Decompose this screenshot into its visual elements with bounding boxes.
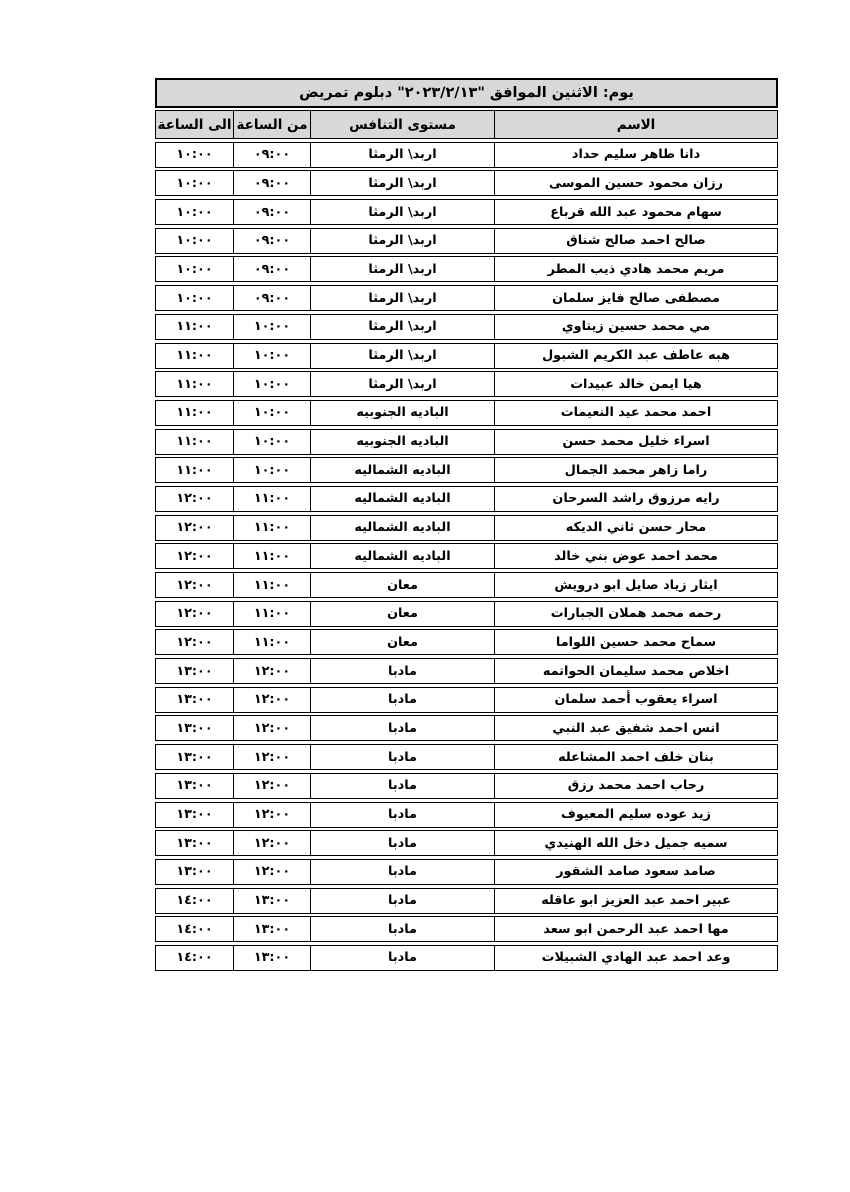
table-row xyxy=(155,314,778,340)
name-cell: ايثار زياد صايل ابو درويش xyxy=(494,572,778,598)
competition-level-cell: معان xyxy=(310,629,494,655)
to-hour-cell: ١٣:٠٠ xyxy=(155,802,233,828)
competition-level-cell: اربد\ الرمثا xyxy=(310,256,494,282)
from-hour-cell: ٠٩:٠٠ xyxy=(233,199,310,225)
from-hour-cell: ١٠:٠٠ xyxy=(233,314,310,340)
to-hour-cell: ١٣:٠٠ xyxy=(155,687,233,713)
name-cell: هيا ايمن خالد عبيدات xyxy=(494,371,778,397)
competition-level-cell: اربد\ الرمثا xyxy=(310,343,494,369)
table-row xyxy=(155,888,778,914)
from-hour-cell: ١٠:٠٠ xyxy=(233,343,310,369)
table-row xyxy=(155,687,778,713)
from-hour-cell: ١٠:٠٠ xyxy=(233,400,310,426)
from-hour-cell: ٠٩:٠٠ xyxy=(233,142,310,168)
competition-level-cell: الباديه الشماليه xyxy=(310,457,494,483)
competition-level-cell: الباديه الشماليه xyxy=(310,543,494,569)
table-row xyxy=(155,429,778,455)
table-row xyxy=(155,859,778,885)
from-hour-cell: ١٣:٠٠ xyxy=(233,916,310,942)
competition-level-cell: اربد\ الرمثا xyxy=(310,228,494,254)
from-hour-cell: ١٢:٠٠ xyxy=(233,830,310,856)
column-header-name: الاسم xyxy=(494,110,778,139)
to-hour-cell: ١٤:٠٠ xyxy=(155,945,233,971)
from-hour-cell: ٠٩:٠٠ xyxy=(233,170,310,196)
name-cell: بنان خلف احمد المشاعله xyxy=(494,744,778,770)
table-row xyxy=(155,629,778,655)
from-hour-cell: ١٣:٠٠ xyxy=(233,888,310,914)
name-cell: مصطفى صالح فايز سلمان xyxy=(494,285,778,311)
name-cell: رحمه محمد هملان الجبارات xyxy=(494,601,778,627)
name-cell: راما زاهر محمد الجمال xyxy=(494,457,778,483)
name-cell: وعد احمد عبد الهادي الشبيلات xyxy=(494,945,778,971)
name-cell: سميه جميل دخل الله الهنيدي xyxy=(494,830,778,856)
to-hour-cell: ١٣:٠٠ xyxy=(155,859,233,885)
table-row xyxy=(155,543,778,569)
competition-level-cell: الباديه الشماليه xyxy=(310,486,494,512)
from-hour-cell: ٠٩:٠٠ xyxy=(233,228,310,254)
from-hour-cell: ١٢:٠٠ xyxy=(233,715,310,741)
competition-level-cell: اربد\ الرمثا xyxy=(310,314,494,340)
table-row xyxy=(155,228,778,254)
table-row xyxy=(155,773,778,799)
table-row xyxy=(155,400,778,426)
to-hour-cell: ١٠:٠٠ xyxy=(155,256,233,282)
name-cell: مريم محمد هادي ذيب المطر xyxy=(494,256,778,282)
competition-level-cell: مادبا xyxy=(310,888,494,914)
to-hour-cell: ١٢:٠٠ xyxy=(155,543,233,569)
to-hour-cell: ١٣:٠٠ xyxy=(155,773,233,799)
to-hour-cell: ١٠:٠٠ xyxy=(155,170,233,196)
from-hour-cell: ٠٩:٠٠ xyxy=(233,256,310,282)
competition-level-cell: مادبا xyxy=(310,715,494,741)
from-hour-cell: ٠٩:٠٠ xyxy=(233,285,310,311)
competition-level-cell: الباديه الشماليه xyxy=(310,515,494,541)
to-hour-cell: ١٠:٠٠ xyxy=(155,228,233,254)
to-hour-cell: ١٣:٠٠ xyxy=(155,830,233,856)
name-cell: زيد عوده سليم المعيوف xyxy=(494,802,778,828)
competition-level-cell: معان xyxy=(310,601,494,627)
name-cell: مي محمد حسين زيتاوي xyxy=(494,314,778,340)
from-hour-cell: ١٢:٠٠ xyxy=(233,687,310,713)
name-cell: احمد محمد عيد النعيمات xyxy=(494,400,778,426)
competition-level-cell: مادبا xyxy=(310,859,494,885)
from-hour-cell: ١٠:٠٠ xyxy=(233,429,310,455)
table-row xyxy=(155,744,778,770)
table-row xyxy=(155,256,778,282)
table-row xyxy=(155,601,778,627)
competition-level-cell: مادبا xyxy=(310,802,494,828)
to-hour-cell: ١٠:٠٠ xyxy=(155,199,233,225)
from-hour-cell: ١٠:٠٠ xyxy=(233,371,310,397)
from-hour-cell: ١١:٠٠ xyxy=(233,629,310,655)
to-hour-cell: ١٣:٠٠ xyxy=(155,744,233,770)
to-hour-cell: ١٢:٠٠ xyxy=(155,515,233,541)
table-row xyxy=(155,142,778,168)
from-hour-cell: ١١:٠٠ xyxy=(233,543,310,569)
name-cell: هبه عاطف عبد الكريم الشبول xyxy=(494,343,778,369)
name-cell: عبير احمد عبد العزيز ابو عاقله xyxy=(494,888,778,914)
name-cell: صالح احمد صالح شناق xyxy=(494,228,778,254)
table-row xyxy=(155,802,778,828)
from-hour-cell: ١١:٠٠ xyxy=(233,515,310,541)
to-hour-cell: ١١:٠٠ xyxy=(155,343,233,369)
name-cell: انس احمد شفيق عبد النبي xyxy=(494,715,778,741)
to-hour-cell: ١٢:٠٠ xyxy=(155,629,233,655)
competition-level-cell: مادبا xyxy=(310,916,494,942)
to-hour-cell: ١١:٠٠ xyxy=(155,371,233,397)
column-header-to-hour: الى الساعة xyxy=(155,110,233,139)
name-cell: اسراء خليل محمد حسن xyxy=(494,429,778,455)
table-title-text: يوم: الاثنين الموافق "٢٠٢٣/٢/١٣" دبلوم تمريض xyxy=(299,85,634,101)
name-cell: رزان محمود حسين الموسى xyxy=(494,170,778,196)
to-hour-cell: ١٤:٠٠ xyxy=(155,916,233,942)
table-header-row xyxy=(155,110,778,139)
competition-level-cell: مادبا xyxy=(310,945,494,971)
table-body xyxy=(155,142,778,971)
from-hour-cell: ١١:٠٠ xyxy=(233,486,310,512)
competition-level-cell: الباديه الجنوبيه xyxy=(310,400,494,426)
table-row xyxy=(155,170,778,196)
to-hour-cell: ١٢:٠٠ xyxy=(155,601,233,627)
name-cell: سهام محمود عبد الله قرباع xyxy=(494,199,778,225)
to-hour-cell: ١٣:٠٠ xyxy=(155,715,233,741)
competition-level-cell: مادبا xyxy=(310,658,494,684)
column-header-from-hour: من الساعة xyxy=(233,110,310,139)
competition-level-cell: اربد\ الرمثا xyxy=(310,199,494,225)
table-title xyxy=(155,78,778,108)
table-row xyxy=(155,830,778,856)
to-hour-cell: ١١:٠٠ xyxy=(155,457,233,483)
competition-level-cell: اربد\ الرمثا xyxy=(310,170,494,196)
table-row xyxy=(155,658,778,684)
to-hour-cell: ١١:٠٠ xyxy=(155,314,233,340)
name-cell: محار حسن ثاني الديكه xyxy=(494,515,778,541)
from-hour-cell: ١٢:٠٠ xyxy=(233,802,310,828)
to-hour-cell: ١٠:٠٠ xyxy=(155,285,233,311)
name-cell: رايه مرزوق راشد السرحان xyxy=(494,486,778,512)
competition-level-cell: الباديه الجنوبيه xyxy=(310,429,494,455)
from-hour-cell: ١٢:٠٠ xyxy=(233,859,310,885)
competition-level-cell: اربد\ الرمثا xyxy=(310,142,494,168)
to-hour-cell: ١٤:٠٠ xyxy=(155,888,233,914)
competition-level-cell: مادبا xyxy=(310,773,494,799)
table-row xyxy=(155,457,778,483)
table-row xyxy=(155,285,778,311)
table-row xyxy=(155,515,778,541)
name-cell: رحاب احمد محمد رزق xyxy=(494,773,778,799)
table-row xyxy=(155,572,778,598)
name-cell: صامد سعود صامد الشقور xyxy=(494,859,778,885)
name-cell: دانا طاهر سليم حداد xyxy=(494,142,778,168)
to-hour-cell: ١٠:٠٠ xyxy=(155,142,233,168)
name-cell: اسراء يعقوب أحمد سلمان xyxy=(494,687,778,713)
to-hour-cell: ١١:٠٠ xyxy=(155,429,233,455)
from-hour-cell: ١٣:٠٠ xyxy=(233,945,310,971)
column-header-competition-level: مستوى التنافس xyxy=(310,110,494,139)
to-hour-cell: ١٢:٠٠ xyxy=(155,572,233,598)
competition-level-cell: معان xyxy=(310,572,494,598)
competition-level-cell: مادبا xyxy=(310,687,494,713)
competition-level-cell: اربد\ الرمثا xyxy=(310,371,494,397)
table-row xyxy=(155,343,778,369)
competition-level-cell: اربد\ الرمثا xyxy=(310,285,494,311)
from-hour-cell: ١١:٠٠ xyxy=(233,601,310,627)
table-row xyxy=(155,715,778,741)
competition-level-cell: مادبا xyxy=(310,830,494,856)
from-hour-cell: ١٢:٠٠ xyxy=(233,773,310,799)
from-hour-cell: ١٢:٠٠ xyxy=(233,658,310,684)
name-cell: مها احمد عبد الرحمن ابو سعد xyxy=(494,916,778,942)
schedule-table xyxy=(155,78,778,974)
table-row xyxy=(155,916,778,942)
name-cell: سماح محمد حسين اللواما xyxy=(494,629,778,655)
to-hour-cell: ١١:٠٠ xyxy=(155,400,233,426)
from-hour-cell: ١٢:٠٠ xyxy=(233,744,310,770)
from-hour-cell: ١٠:٠٠ xyxy=(233,457,310,483)
table-row xyxy=(155,371,778,397)
table-row xyxy=(155,945,778,971)
from-hour-cell: ١١:٠٠ xyxy=(233,572,310,598)
table-row xyxy=(155,486,778,512)
competition-level-cell: مادبا xyxy=(310,744,494,770)
to-hour-cell: ١٣:٠٠ xyxy=(155,658,233,684)
name-cell: اخلاص محمد سليمان الحواتمه xyxy=(494,658,778,684)
to-hour-cell: ١٢:٠٠ xyxy=(155,486,233,512)
name-cell: محمد احمد عوض بني خالد xyxy=(494,543,778,569)
table-row xyxy=(155,199,778,225)
